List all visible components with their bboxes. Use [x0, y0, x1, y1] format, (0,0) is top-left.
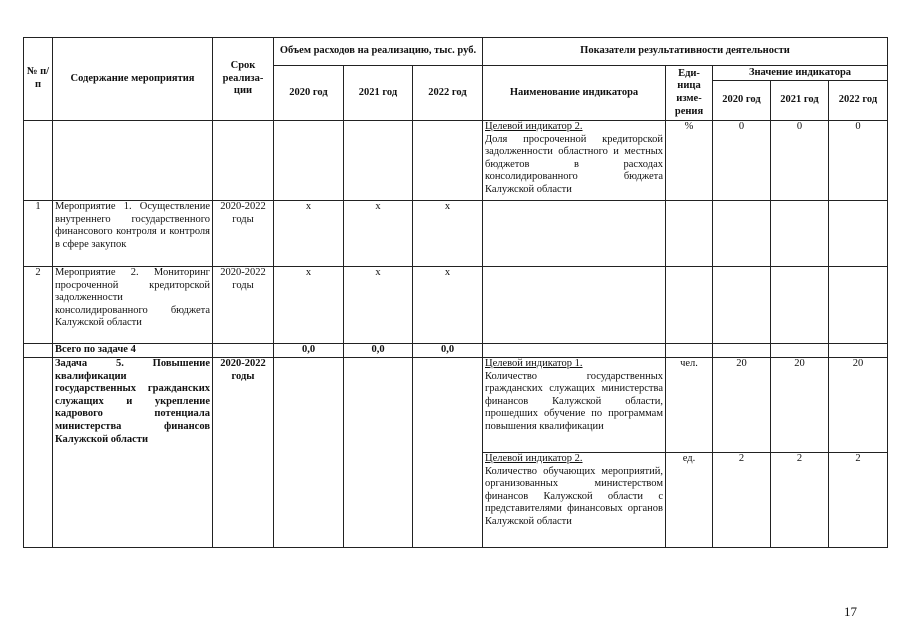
page-number: 17: [844, 604, 857, 619]
expense-2020: х: [274, 201, 344, 267]
value-2020: 0: [713, 121, 771, 201]
value-2021: 2: [771, 453, 829, 548]
indicator-text: Количество государственных гражданских служащих министерства финансов Калужской области, прошедших обучение по программам повышения квалификации: [485, 370, 663, 432]
header-indicator-value: Значение индикатора: [713, 66, 888, 81]
expense-2022: х: [413, 201, 483, 267]
expense-2022: х: [413, 267, 483, 344]
table-row: [24, 267, 888, 344]
indicator-text: Доля просроченной кредиторской задолженности областного и местных бюджетов в расходах консолидированного бюджета Калужской области: [485, 133, 663, 195]
total-row: [24, 344, 888, 358]
indicator-cell: [483, 358, 666, 453]
value-2022: 20: [829, 358, 888, 453]
total-2020: 0,0: [274, 344, 344, 358]
expense-2021: х: [344, 267, 413, 344]
value-2021: 0: [771, 121, 829, 201]
task-term: 2020-2022 годы: [213, 358, 274, 548]
unit-cell: ед.: [666, 453, 713, 548]
activity-content: Мероприятие 1. Осуществление внутреннего государственного финансового контроля и контроля в сфере закупок: [53, 201, 213, 267]
total-2022: 0,0: [413, 344, 483, 358]
row-num: 1: [24, 201, 53, 267]
indicator-cell: [483, 453, 666, 548]
indicator-title: Целевой индикатор 1.: [485, 358, 583, 369]
expense-2020: х: [274, 267, 344, 344]
program-table: [23, 37, 888, 548]
task-row: [24, 358, 888, 453]
header-indicator-name: Наименование индикатора: [483, 66, 666, 121]
value-2022: 0: [829, 121, 888, 201]
header-year-2021: 2021 год: [344, 66, 413, 121]
header-content: Содержание мероприятия: [53, 38, 213, 121]
header-volume: Объем расходов на реализацию, тыс. руб.: [274, 38, 483, 66]
indicator-text: Количество обучающих мероприятий, организованных министерством финансов Калужской области с представителями финансовых органов Калужской области: [485, 465, 663, 527]
header-year-2020: 2020 год: [274, 66, 344, 121]
activity-term: 2020-2022 годы: [213, 201, 274, 267]
table-row: [24, 201, 888, 267]
task-content: Задача 5. Повышение квалификации государственных гражданских служащих и укрепление кадрового потенциала министерства финансов Калужской области: [53, 358, 213, 548]
header-value-2021: 2021 год: [771, 81, 829, 121]
header-num: № п/п: [24, 38, 53, 121]
row-num: 2: [24, 267, 53, 344]
value-2021: 20: [771, 358, 829, 453]
value-2020: 20: [713, 358, 771, 453]
total-label: Всего по задаче 4: [53, 344, 213, 358]
header-unit: Еди-ница изме-рения: [666, 66, 713, 121]
indicator-cell: [483, 121, 666, 201]
header-value-2020: 2020 год: [713, 81, 771, 121]
activity-content: Мероприятие 2. Мониторинг просроченной кредиторской задолженности консолидированного бюджета Калужской области: [53, 267, 213, 344]
indicator-title: Целевой индикатор 2.: [485, 453, 583, 464]
expense-2021: х: [344, 201, 413, 267]
indicator-title: Целевой индикатор 2.: [485, 121, 583, 132]
total-2021: 0,0: [344, 344, 413, 358]
value-2022: 2: [829, 453, 888, 548]
header-term: Срок реализа-ции: [213, 38, 274, 121]
value-2020: 2: [713, 453, 771, 548]
header-year-2022: 2022 год: [413, 66, 483, 121]
unit-cell: %: [666, 121, 713, 201]
activity-term: 2020-2022 годы: [213, 267, 274, 344]
header-value-2022: 2022 год: [829, 81, 888, 121]
unit-cell: чел.: [666, 358, 713, 453]
header-row-1: [24, 38, 888, 66]
table-row: [24, 121, 888, 201]
header-indicators: Показатели результативности деятельности: [483, 38, 888, 66]
